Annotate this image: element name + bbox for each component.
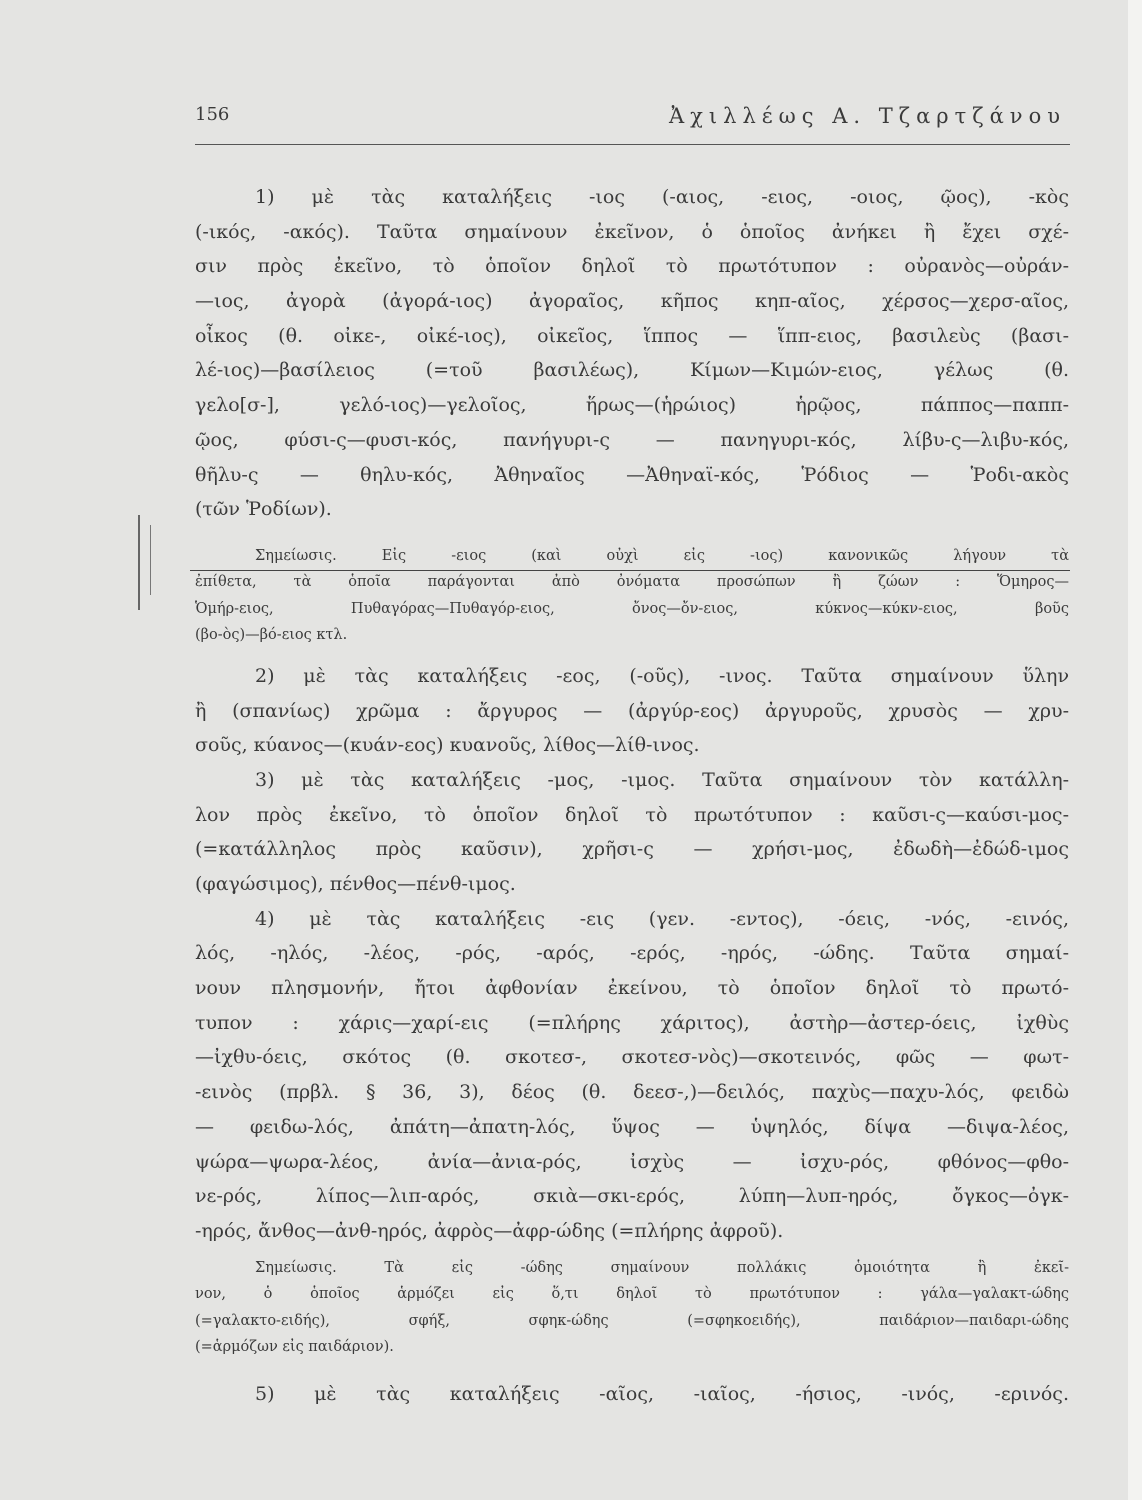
note-line: νον, ὁ ὁποῖος ἁρμόζει εἰς ὅ,τι δηλοῖ τὸ πρωτότυπον : γάλα—γαλακτ-ώδης <box>195 1286 1069 1303</box>
page-body <box>195 180 1069 1411</box>
running-head: Ἀχιλλέως Α. Τζαρτζάνου <box>669 104 1066 128</box>
text-line: γελο[σ-], γελό-ιος)—γελοῖος, ἥρως—(ἡρώιος) ἡρῷος, πάππος—παππ- <box>195 394 1069 417</box>
text-line: 3) μὲ τὰς καταλήξεις -μος, -ιμος. Ταῦτα σημαίνουν τὸν κατάλλη- <box>255 768 1069 791</box>
note-line: Ὁμήρ-ειος, Πυθαγόρας—Πυθαγόρ-ειος, ὄνος—ὄν-ειος, κύκνος—κύκν-ειος, βοῦς <box>195 600 1069 617</box>
text-line: σιν πρὸς ἐκεῖνο, τὸ ὁποῖον δηλοῖ τὸ πρωτότυπον : οὐρανὸς—οὐράν- <box>195 255 1069 278</box>
note-2 <box>195 1255 1069 1361</box>
note-line: ἐπίθετα, τὰ ὁποῖα παράγονται ἀπὸ ὀνόματα προσώπων ἢ ζώων : Ὅμηρος— <box>195 574 1069 591</box>
note-line: (βο-ὸς)—βό-ειος κτλ. <box>195 627 348 644</box>
note-line: Σημείωσις. Εἰς -ειος (καὶ οὐχὶ εἰς -ιος) κανονικῶς λήγουν τὰ <box>255 547 1069 564</box>
text-line: 4) μὲ τὰς καταλήξεις -εις (γεν. -εντος), -όεις, -νός, -εινός, <box>255 907 1069 930</box>
text-line: σοῦς, κύανος—(κυάν-εος) κυανοῦς, λίθος—λίθ-ινος. <box>195 734 700 757</box>
text-line: 2) μὲ τὰς καταλήξεις -εος, (-οῦς), -ινος. Ταῦτα σημαίνουν ὕλην <box>255 664 1069 687</box>
note-1 <box>195 543 1069 649</box>
text-line: οἶκος (θ. οἰκε-, οἰκέ-ιος), οἰκεῖος, ἵππος — ἵππ-ειος, βασιλεὺς (βασι- <box>195 324 1069 347</box>
text-line: ψώρα—ψωρα-λέος, ἀνία—ἀνια-ρός, ἰσχὺς — ἰσχυ-ρός, φθόνος—φθο- <box>195 1150 1069 1173</box>
text-line: τυπον : χάρις—χαρί-εις (=πλήρης χάριτος), ἀστὴρ—ἀστερ-όεις, ἰχθὺς <box>195 1011 1069 1034</box>
paragraph-1 <box>195 180 1069 527</box>
text-line: 5) μὲ τὰς καταλήξεις -αῖος, -ιαῖος, -ήσιος, -ινός, -ερινός. <box>255 1382 1069 1405</box>
note-line: Σημείωσις. Τὰ εἰς -ώδης σημαίνουν πολλάκις ὁμοιότητα ἢ ἐκεῖ- <box>255 1259 1069 1276</box>
text-line: -εινὸς (πρβλ. § 36, 3), δέος (θ. δεεσ-,)—δειλός, παχὺς—παχυ-λός, φειδὼ <box>195 1081 1069 1104</box>
paragraph-5 <box>195 1377 1069 1412</box>
text-line: λον πρὸς ἐκεῖνο, τὸ ὁποῖον δηλοῖ τὸ πρωτότυπον : καῦσι-ς—καύσι-μος- <box>195 803 1069 826</box>
text-line: ῷος, φύσι-ς—φυσι-κός, πανήγυρι-ς — πανηγυρι-κός, λίβυ-ς—λιβυ-κός, <box>195 428 1069 451</box>
text-line: (=κατάλληλος πρὸς καῦσιν), χρῆσι-ς — χρήσι-μος, ἐδωδὴ—ἐδώδ-ιμος <box>195 838 1069 861</box>
page-edge <box>1128 0 1142 1500</box>
text-line: θῆλυ-ς — θηλυ-κός, Ἀθηναῖος —Ἀθηναϊ-κός, Ῥόδιος — Ῥοδι-ακὸς <box>195 463 1069 486</box>
paragraph-3 <box>195 763 1069 902</box>
text-line: λέ-ιος)—βασίλειος (=τοῦ βασιλέως), Κίμων—Κιμών-ειος, γέλως (θ. <box>195 359 1069 382</box>
page-number: 156 <box>195 104 230 125</box>
text-line: —ἰχθυ-όεις, σκότος (θ. σκοτεσ-, σκοτεσ-νὸς)—σκοτεινός, φῶς — φωτ- <box>195 1046 1069 1069</box>
text-line: —ιος, ἀγορὰ (ἀγορά-ιος) ἀγοραῖος, κῆπος κηπ-αῖος, χέρσος—χερσ-αῖος, <box>195 290 1069 313</box>
text-line: (-ικός, -ακός). Ταῦτα σημαίνουν ἐκεῖνον, ὁ ὁποῖος ἀνήκει ἢ ἔχει σχέ- <box>195 220 1069 243</box>
text-line: νε-ρός, λίπος—λιπ-αρός, σκιὰ—σκι-ερός, λύπη—λυπ-ηρός, ὄγκος—ὀγκ- <box>195 1185 1069 1208</box>
text-line: λός, -ηλός, -λέος, -ρός, -αρός, -ερός, -ηρός, -ώδης. Ταῦτα σημαί- <box>195 942 1069 965</box>
text-line: — φειδω-λός, ἀπάτη—ἀπατη-λός, ὕψος — ὑψηλός, δίψα —διψα-λέος, <box>195 1115 1069 1138</box>
paragraph-4 <box>195 902 1069 1249</box>
margin-pencil-mark-inner <box>150 525 157 595</box>
text-line: (φαγώσιμος), πένθος—πένθ-ιμος. <box>195 873 516 895</box>
note-line: (=ἁρμόζων εἰς παιδάριον). <box>195 1339 394 1356</box>
text-line: 1) μὲ τὰς καταλήξεις -ιος (-αιος, -ειος, -οιος, ῷος), -κὸς <box>255 186 1069 208</box>
paragraph-2 <box>195 659 1069 763</box>
text-line: νουν πλησμονήν, ἤτοι ἀφθονίαν ἐκείνου, τὸ ὁποῖον δηλοῖ τὸ πρωτό- <box>195 977 1069 1000</box>
text-line: -ηρός, ἄνθος—ἀνθ-ηρός, ἀφρὸς—ἀφρ-ώδης (=πλήρης ἀφροῦ). <box>195 1219 784 1242</box>
text-line: (τῶν Ῥοδίων). <box>195 498 332 521</box>
page-header <box>195 104 1070 145</box>
text-line: ἢ (σπανίως) χρῶμα : ἄργυρος — (ἀργύρ-εος) ἀργυροῦς, χρυσὸς — χρυ- <box>195 699 1069 722</box>
note-line: (=γαλακτο-ειδής), σφήξ, σφηκ-ώδης (=σφηκοειδής), παιδάριον—παιδαρι-ώδης <box>195 1312 1069 1329</box>
